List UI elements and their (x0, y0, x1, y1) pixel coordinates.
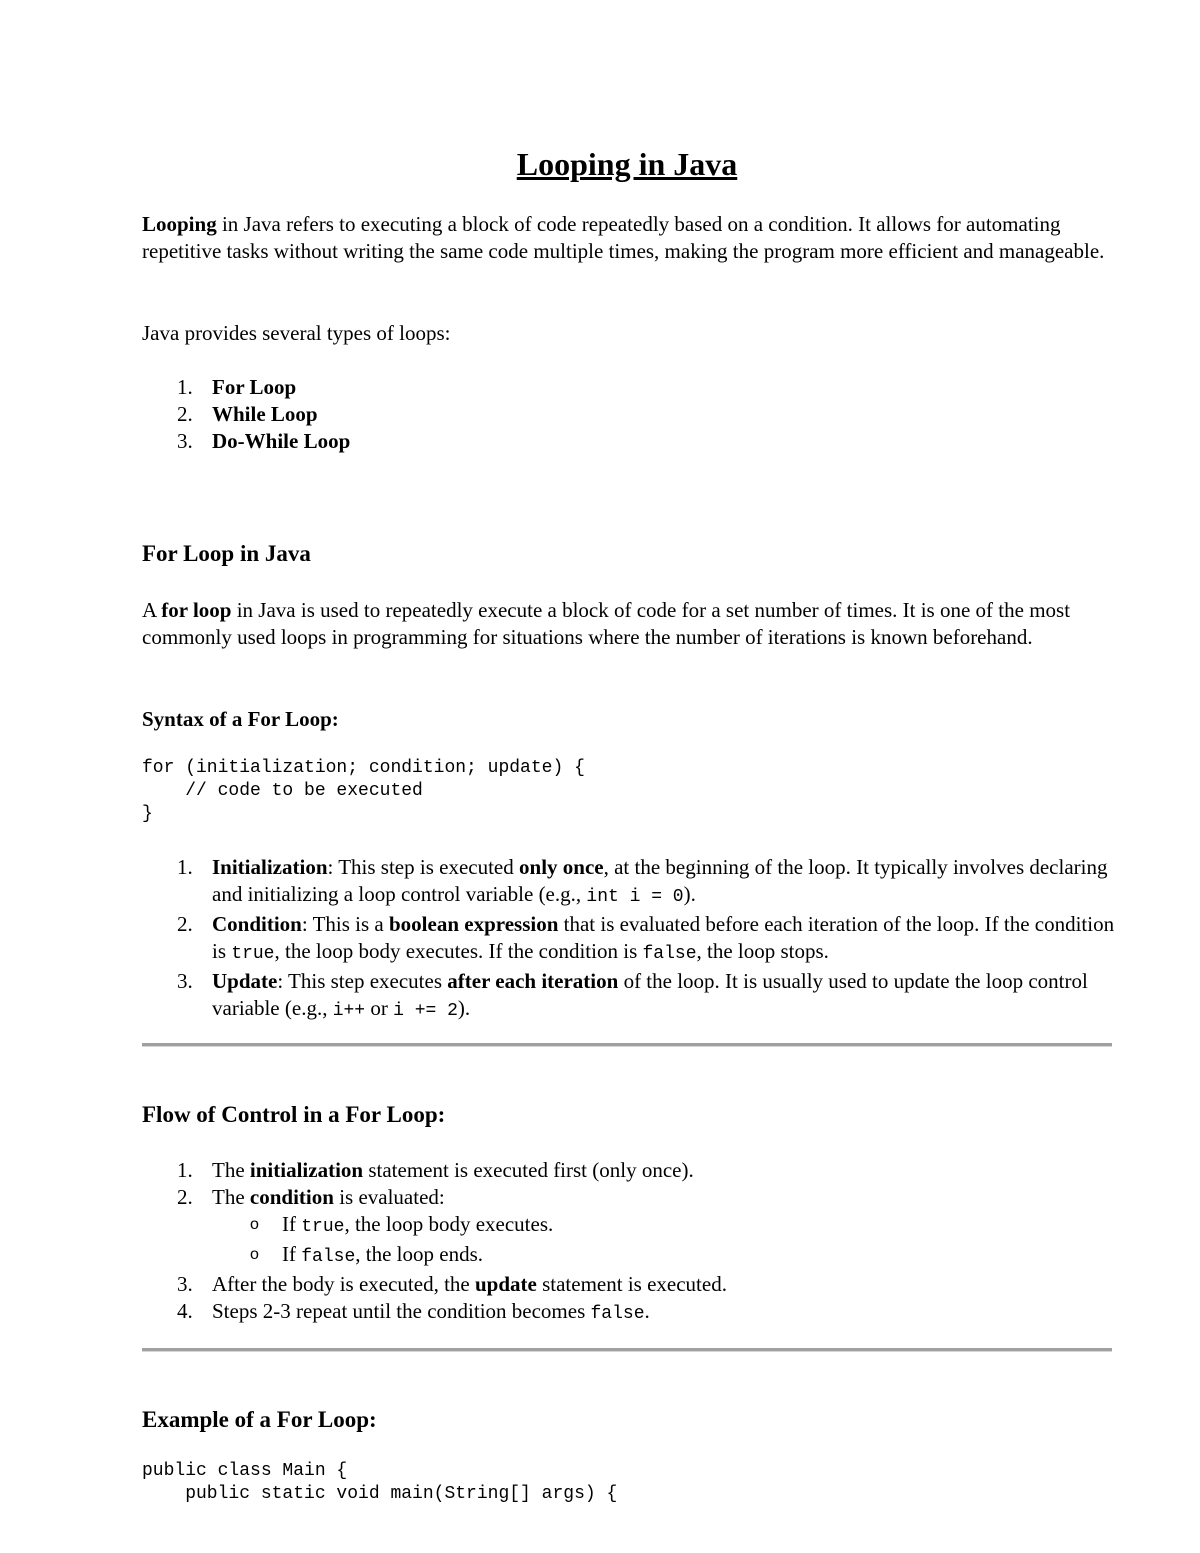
for-loop-parts-list (142, 854, 1117, 1025)
flow-heading: Flow of Control in a For Loop: (142, 1102, 446, 1127)
list-item: 2. Condition: This is a boolean expression that is evaluated before each iteration of the loop. If the condition is true, the loop body executes. If the condition is false, the loop stops. (177, 912, 1115, 964)
intro-text: in Java refers to executing a block of code repeatedly based on a condition. It allows for automating repetitive tasks without writing the same code multiple times, making the program more efficient and manageable. (142, 212, 1105, 263)
list-item: 3. Do-While Loop (177, 429, 351, 453)
syntax-heading: Syntax of a For Loop: (142, 707, 339, 731)
list-item: 1. The initialization statement is executed first (only once). (177, 1158, 694, 1182)
condition-sublist (142, 1211, 1117, 1271)
bullet-icon: o (250, 1246, 259, 1263)
flow-steps-list (142, 1157, 1117, 1328)
horizontal-rule (142, 1348, 1112, 1352)
intro-paragraph (142, 211, 1117, 265)
for-loop-bold-term: for loop (161, 598, 232, 622)
list-item: 2. While Loop (177, 402, 318, 426)
for-loop-heading: For Loop in Java (142, 541, 311, 566)
list-item: 4. Steps 2-3 repeat until the condition becomes false. (177, 1299, 650, 1324)
for-loop-paragraph: A for loop in Java is used to repeatedly execute a block of code for a set number of times. It is one of the most commonly used loops in programming for situations where the number of iterations is known beforehand. (142, 598, 1071, 649)
list-item: 3. After the body is executed, the update statement is executed. (177, 1272, 727, 1296)
example-heading: Example of a For Loop: (142, 1407, 377, 1432)
list-item: 1. Initialization: This step is executed only once, at the beginning of the loop. It typically involves declaring and initializing a loop control variable (e.g., int i = 0). (177, 855, 1108, 907)
page-title: Looping in Java (516, 146, 738, 182)
loop-types-intro: Java provides several types of loops: (142, 321, 451, 345)
loop-types-list (142, 374, 1117, 455)
list-item: 1. For Loop (177, 375, 297, 399)
list-item: 3. Update: This step executes after each iteration of the loop. It is usually used to update the loop control variable (e.g., i++ or i += 2). (177, 969, 1088, 1021)
list-item: 2. The condition is evaluated: (177, 1185, 445, 1209)
syntax-code-block: for (initialization; condition; update) { // code to be executed } (142, 758, 585, 824)
intro-bold-term: Looping (142, 212, 217, 236)
horizontal-rule (142, 1043, 1112, 1047)
example-code-block: public class Main { public static void main(String[] args) { (142, 1461, 618, 1504)
list-item: o If false, the loop ends. (250, 1242, 483, 1267)
bullet-icon: o (250, 1216, 259, 1233)
list-item: o If true, the loop body executes. (250, 1212, 554, 1237)
